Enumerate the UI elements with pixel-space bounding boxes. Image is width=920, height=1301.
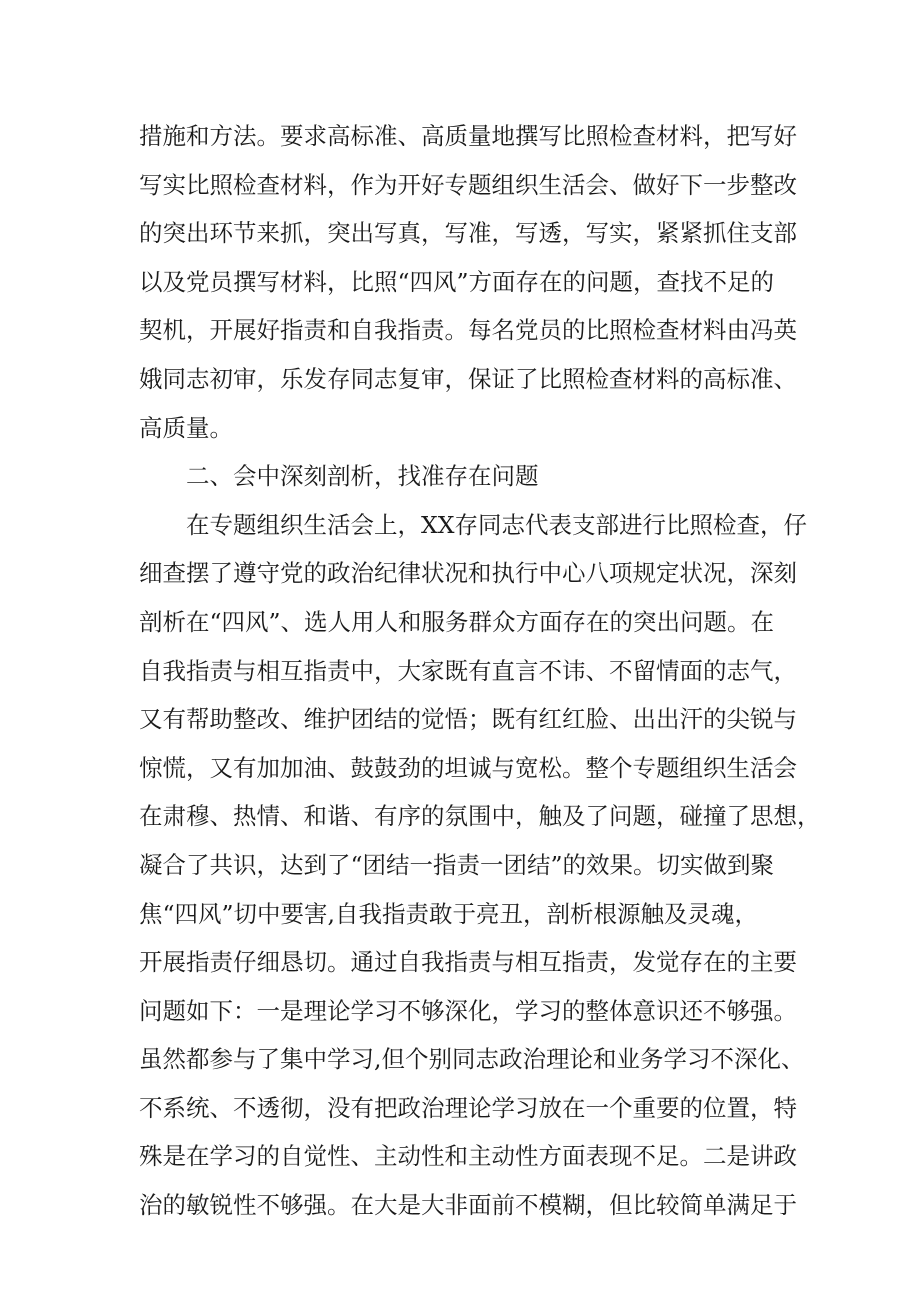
text-line: 凝合了共识，达到了“团结一指责一团结”的效果。切实做到聚 <box>139 850 775 879</box>
text-line: 以及党员撰写材料，比照“四风”方面存在的问题，查找不足的 <box>139 267 775 296</box>
text-line: 惊慌，又有加加油、鼓鼓劲的坦诚与宽松。整个专题组织生活会 <box>139 753 797 782</box>
text-line: 自我指责与相互指责中，大家既有直言不讳、不留情面的志气， <box>139 656 797 685</box>
section-heading: 二、会中深刻剖析，找准存在问题 <box>186 462 539 491</box>
text-line: 治的敏锐性不够强。在大是大非面前不模糊，但比较简单满足于 <box>139 1191 797 1220</box>
text-line: 的突出环节来抓，突出写真，写准，写透，写实，紧紧抓住支部 <box>139 219 797 248</box>
text-line: 虽然都参与了集中学习,但个别同志政治理论和业务学习不深化、 <box>139 1045 805 1074</box>
text-line: 在肃穆、热情、和谐、有序的氛围中，触及了问题，碰撞了思想， <box>139 802 821 831</box>
text-line: 焦“四风”切中要害,自我指责敢于亮丑，剖析根源触及灵魂， <box>139 899 758 928</box>
document-body <box>139 112 821 1230</box>
text-line: 殊是在学习的自觉性、主动性和主动性方面表现不足。二是讲政 <box>139 1142 797 1171</box>
text-line: 不系统、不透彻，没有把政治理论学习放在一个重要的位置，特 <box>139 1093 797 1122</box>
text-line: 高质量。 <box>139 413 233 442</box>
paragraph-first-line: 在专题组织生活会上，XX存同志代表支部进行比照检查，仔 <box>186 510 807 539</box>
text-line: 契机，开展好指责和自我指责。每名党员的比照检查材料由冯英 <box>139 316 797 345</box>
text-line: 又有帮助整改、维护团结的觉悟；既有红红脸、出出汗的尖锐与 <box>139 705 797 734</box>
text-line: 写实比照检查材料，作为开好专题组织生活会、做好下一步整改 <box>139 170 797 199</box>
text-line: 剖析在“四风”、选人用人和服务群众方面存在的突出问题。在 <box>139 607 775 636</box>
text-line: 问题如下：一是理论学习不够深化，学习的整体意识还不够强。 <box>139 996 797 1025</box>
text-line: 娥同志初审，乐发存同志复审，保证了比照检查材料的高标准、 <box>139 364 797 393</box>
text-line: 措施和方法。要求高标准、高质量地撰写比照检查材料，把写好 <box>139 122 797 150</box>
text-line: 细查摆了遵守党的政治纪律状况和执行中心八项规定状况，深刻 <box>139 559 797 588</box>
text-line: 开展指责仔细恳切。通过自我指责与相互指责，发觉存在的主要 <box>139 948 797 977</box>
